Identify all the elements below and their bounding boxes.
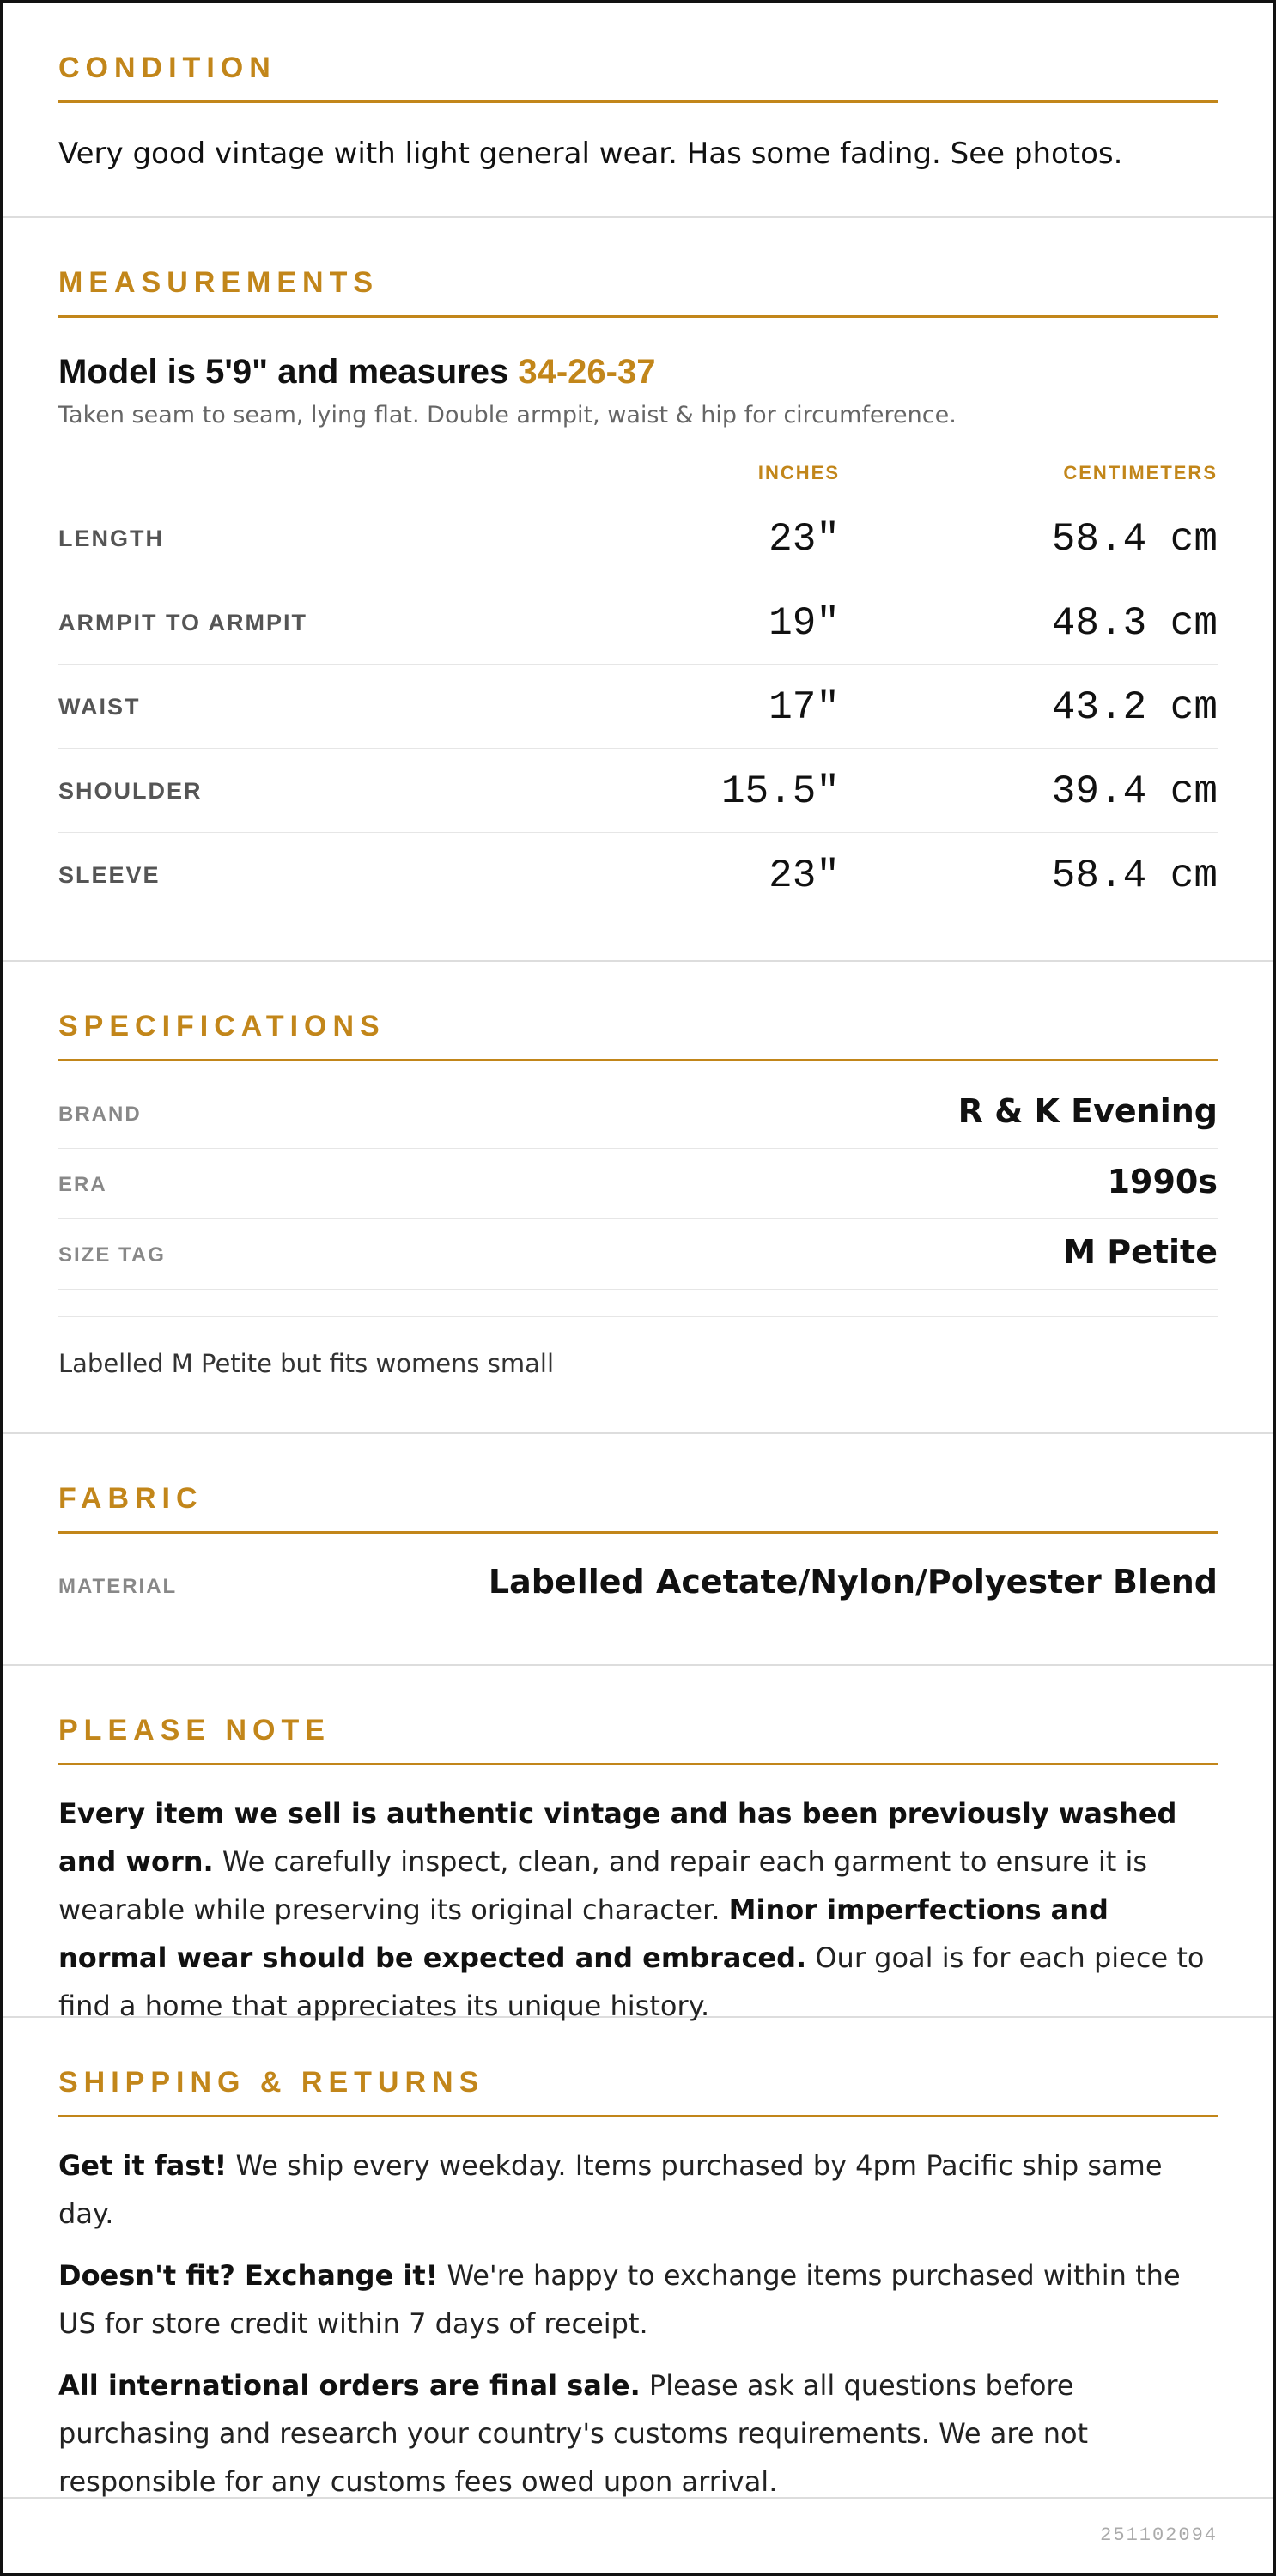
please-note-bold-1: Every item we sell is authentic vintage and has been previously washed and worn. (58, 1797, 1177, 1878)
row-inches: 15.5" (720, 769, 840, 814)
table-row (58, 580, 1218, 665)
row-label: WAIST (58, 694, 141, 720)
measurements-note: Taken seam to seam, lying flat. Double armpit, waist & hip for circumference. (58, 402, 957, 428)
table-row (58, 665, 1218, 749)
spec-value: R & K Evening (957, 1092, 1218, 1130)
row-label: ARMPIT TO ARMPIT (58, 610, 307, 635)
please-note-text-1: We carefully inspect, clean, and repair each garment to ensure it is wearable while preserving its original character. (58, 1845, 1148, 1926)
please-note-bold-2: Minor imperfections and normal wear should be expected and embraced. (58, 1893, 1109, 1974)
condition-section (3, 3, 1273, 218)
spec-label: SIZE TAG (58, 1243, 166, 1267)
shipping-p2-bold: Doesn't fit? Exchange it! (58, 2259, 439, 2292)
row-cm: 48.3 cm (1051, 601, 1218, 646)
specifications-list (58, 1078, 1218, 1317)
row-cm: 39.4 cm (1051, 769, 1218, 814)
shipping-section (3, 2018, 1273, 2499)
footer (3, 2499, 1273, 2573)
fabric-label: MATERIAL (58, 1575, 178, 1598)
row-label: SLEEVE (58, 862, 161, 888)
spec-row (58, 1219, 1218, 1290)
row-inches: 23" (769, 854, 840, 898)
shipping-p1-bold: Get it fast! (58, 2149, 228, 2182)
row-inches: 19" (769, 601, 840, 646)
shipping-p3-bold: All international orders are final sale. (58, 2369, 641, 2402)
spec-value: 1990s (1107, 1163, 1218, 1200)
specifications-heading: SPECIFICATIONS (58, 1010, 1218, 1061)
row-label: SHOULDER (58, 778, 203, 804)
table-row (58, 496, 1218, 580)
fabric-section (3, 1434, 1273, 1666)
model-line (58, 350, 1218, 393)
table-header (58, 455, 1218, 496)
please-note-text (58, 1789, 1218, 2030)
spec-value: M Petite (1063, 1233, 1218, 1271)
please-note-heading: PLEASE NOTE (58, 1714, 1218, 1765)
shipping-p3-text: Please ask all questions before purchasing and research your country's customs requirements. We are not responsible for any customs fees owed upon arrival. (58, 2369, 1089, 2498)
shipping-heading: SHIPPING & RETURNS (58, 2066, 1218, 2117)
shipping-paragraph-1 (58, 2142, 1218, 2238)
fabric-value: Labelled Acetate/Nylon/Polyester Blend (488, 1563, 1218, 1601)
row-cm: 58.4 cm (1051, 854, 1218, 898)
footer-code: 251102094 (1100, 2524, 1218, 2546)
shipping-p2-text: We're happy to exchange items purchased within the US for store credit within 7 days of receipt. (58, 2259, 1181, 2340)
spec-row (58, 1078, 1218, 1149)
spec-divider (58, 1290, 1218, 1317)
table-row (58, 833, 1218, 917)
please-note-section (3, 1666, 1273, 2022)
col-header-inches: INCHES (757, 462, 840, 483)
condition-heading: CONDITION (58, 52, 1218, 103)
row-cm: 58.4 cm (1051, 517, 1218, 562)
shipping-paragraph-3 (58, 2361, 1218, 2506)
row-label: LENGTH (58, 526, 164, 551)
row-cm: 43.2 cm (1051, 685, 1218, 730)
specifications-section (3, 962, 1273, 1434)
spec-label: BRAND (58, 1103, 142, 1126)
fabric-row (58, 1551, 1218, 1619)
col-header-centimeters: CENTIMETERS (1063, 462, 1218, 483)
condition-text: Very good vintage with light general wear. Has some fading. See photos. (58, 137, 1123, 171)
please-note-text-2: Our goal is for each piece to find a home that appreciates its unique history. (58, 1941, 1205, 2022)
spec-label: ERA (58, 1173, 107, 1196)
table-row (58, 749, 1218, 833)
fabric-heading: FABRIC (58, 1482, 1218, 1534)
row-inches: 23" (769, 517, 840, 562)
measurements-heading: MEASUREMENTS (58, 266, 1218, 318)
model-measures: 34-26-37 (518, 353, 656, 391)
measurements-section (3, 218, 1273, 962)
spec-row (58, 1149, 1218, 1219)
shipping-paragraph-2 (58, 2251, 1218, 2348)
row-inches: 17" (769, 685, 840, 730)
specifications-note: Labelled M Petite but fits womens small (58, 1349, 554, 1378)
shipping-p1-text: We ship every weekday. Items purchased by 4pm Pacific ship same day. (58, 2149, 1163, 2230)
measurements-table (58, 455, 1218, 917)
model-prefix: Model is 5'9" and measures (58, 353, 519, 391)
